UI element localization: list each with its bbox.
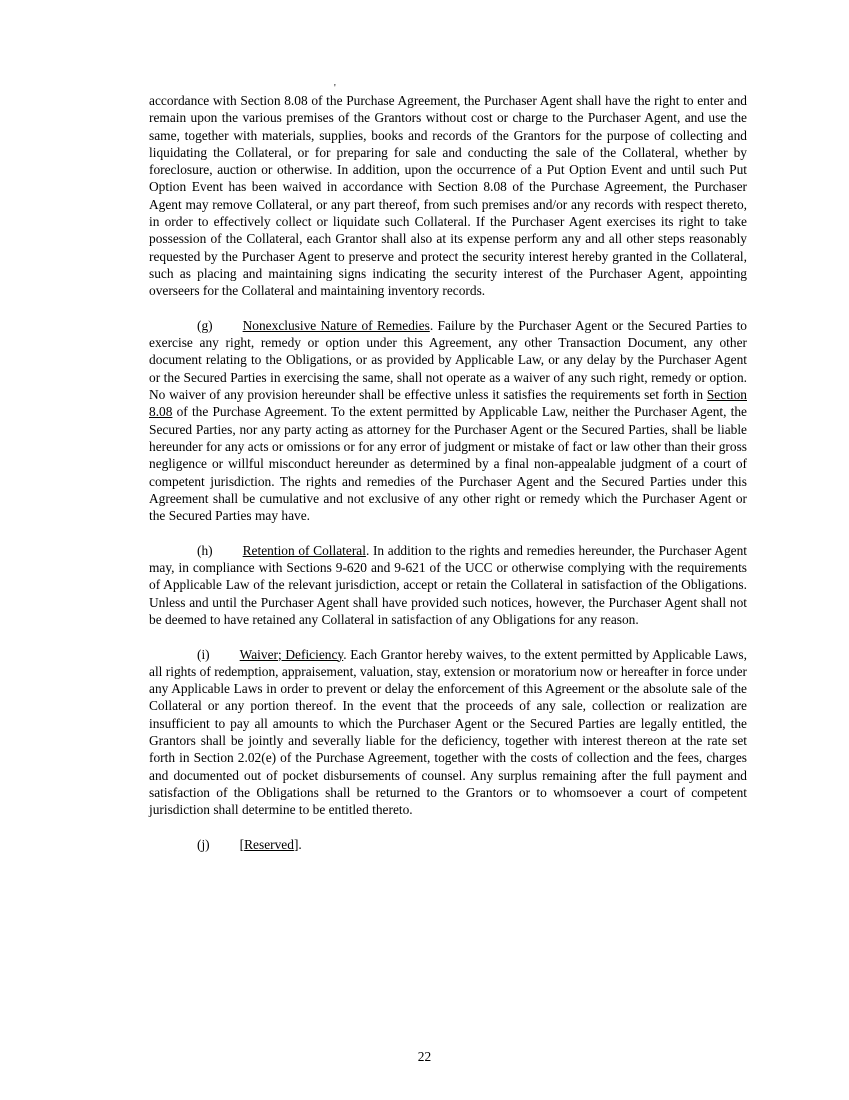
paragraph-continuation xyxy=(149,92,747,300)
continuation-text: accordance with Section 8.08 of the Purchase Agreement, the Purchaser Agent shall have the right to enter and remain upon the various premises of the Grantors without cost or charge to the Purchaser Agent, and use the same, together with materials, supplies, books and records of the Grantors for the purpose of collecting and liquidating the Collateral, or for preparing for sale and conducting the sale of the Collateral, whether by foreclosure, auction or otherwise. In addition, upon the occurrence of a Put Option Event and until such Put Option Event has been waived in accordance with Section 8.08 of the Purchase Agreement, the Purchaser Agent may remove Collateral, or any part thereof, from such premises and/or any records with respect thereto, in order to effectively collect or liquidate such Collateral. If the Purchaser Agent exercises its right to take possession of the Collateral, each Grantor shall also at its expense perform any and all other steps reasonably requested by the Purchaser Agent to preserve and protect the security interest hereby granted in the Collateral, such as placing and maintaining signs indicating the security interest of the Purchaser Agent, appointing overseers for the Collateral and maintaining inventory records. xyxy=(149,93,747,299)
paragraph-h xyxy=(149,542,747,628)
paragraph-g-text-1: . Failure by the Purchaser Agent or the Secured Parties to exercise any right, remedy or option under this Agreement, any other Transaction Document, any other document relating to the Obligations, or as provided by Applicable Law, or any delay by the Purchaser Agent or the Secured Parties in exercising the same, shall not operate as a waiver of any such right, remedy or option. No waiver of any provision hereunder shall be effective unless it satisfies the requirements set forth in xyxy=(149,317,747,403)
page-body xyxy=(149,92,747,870)
paragraph-g-label: (g) xyxy=(197,317,213,333)
paragraph-j-bracket-open: [ xyxy=(239,836,245,852)
paragraph-g-section-ref: Section 8.08 xyxy=(149,387,747,420)
paragraph-h-text: . In addition to the rights and remedies hereunder, the Purchaser Agent may, in compliance with Sections 9-620 and 9-621 of the UCC or otherwise complying with the requirements of Applicable Law of the relevant jurisdiction, accept or retain the Collateral in satisfaction of the Obligations. Unless and until the Purchaser Agent shall have provided such notices, however, the Purchaser Agent shall not be deemed to have retained any Collateral in satisfaction of any Obligations for any reason. xyxy=(149,542,748,627)
paragraph-j-heading: Reserved xyxy=(244,836,294,852)
paragraph-j xyxy=(149,836,747,853)
paragraph-i xyxy=(149,646,747,819)
paragraph-i-text: . Each Grantor hereby waives, to the extent permitted by Applicable Laws, all rights of redemption, appraisement, valuation, stay, extension or moratorium now or hereafter in force under any Applicable Laws in order to prevent or delay the enforcement of this Agreement or the absolute sale of the Collateral or any portion thereof. In the event that the proceeds of any sale, collection or realization are insufficient to pay all amounts to which the Purchaser Agent or the Secured Parties are legally entitled, the Grantors shall be jointly and severally liable for the deficiency, together with interest thereon at the rate set forth in Section 2.02(e) of the Purchase Agreement, together with the costs of collection and the fees, charges and documented out of pocket disbursements of counsel. Any surplus remaining after the full payment and satisfaction of the Obligations shall be returned to the Grantors or to whomsoever a court of competent jurisdiction shall determine to be entitled thereto. xyxy=(149,646,747,818)
paragraph-g xyxy=(149,317,747,525)
paragraph-i-label: (i) xyxy=(197,646,210,662)
paragraph-i-heading: Waiver; Deficiency xyxy=(239,646,344,662)
paragraph-h-label: (h) xyxy=(197,542,213,558)
paragraph-j-label: (j) xyxy=(197,836,210,852)
paragraph-j-bracket-close: ]. xyxy=(293,836,302,852)
page-number: 22 xyxy=(417,1049,432,1064)
paragraph-h-heading: Retention of Collateral xyxy=(242,542,366,558)
stray-scan-mark: ' xyxy=(334,83,336,94)
paragraph-g-heading: Nonexclusive Nature of Remedies xyxy=(242,317,430,333)
paragraph-g-text-2: of the Purchase Agreement. To the extent permitted by Applicable Law, neither the Purchaser Agent, the Secured Parties, nor any party acting as attorney for the Purchaser Agent or the Secured Parties, shall be liable hereunder for any acts or omissions or for any error of judgment or mistake of fact or law other than their gross negligence or willful misconduct hereunder as determined by a final non-appealable judgment of a court of competent jurisdiction. The rights and remedies of the Purchaser Agent and the Secured Parties under this Agreement shall be cumulative and not exclusive of any other right or remedy which the Purchaser Agent or the Secured Parties may have. xyxy=(149,404,747,524)
